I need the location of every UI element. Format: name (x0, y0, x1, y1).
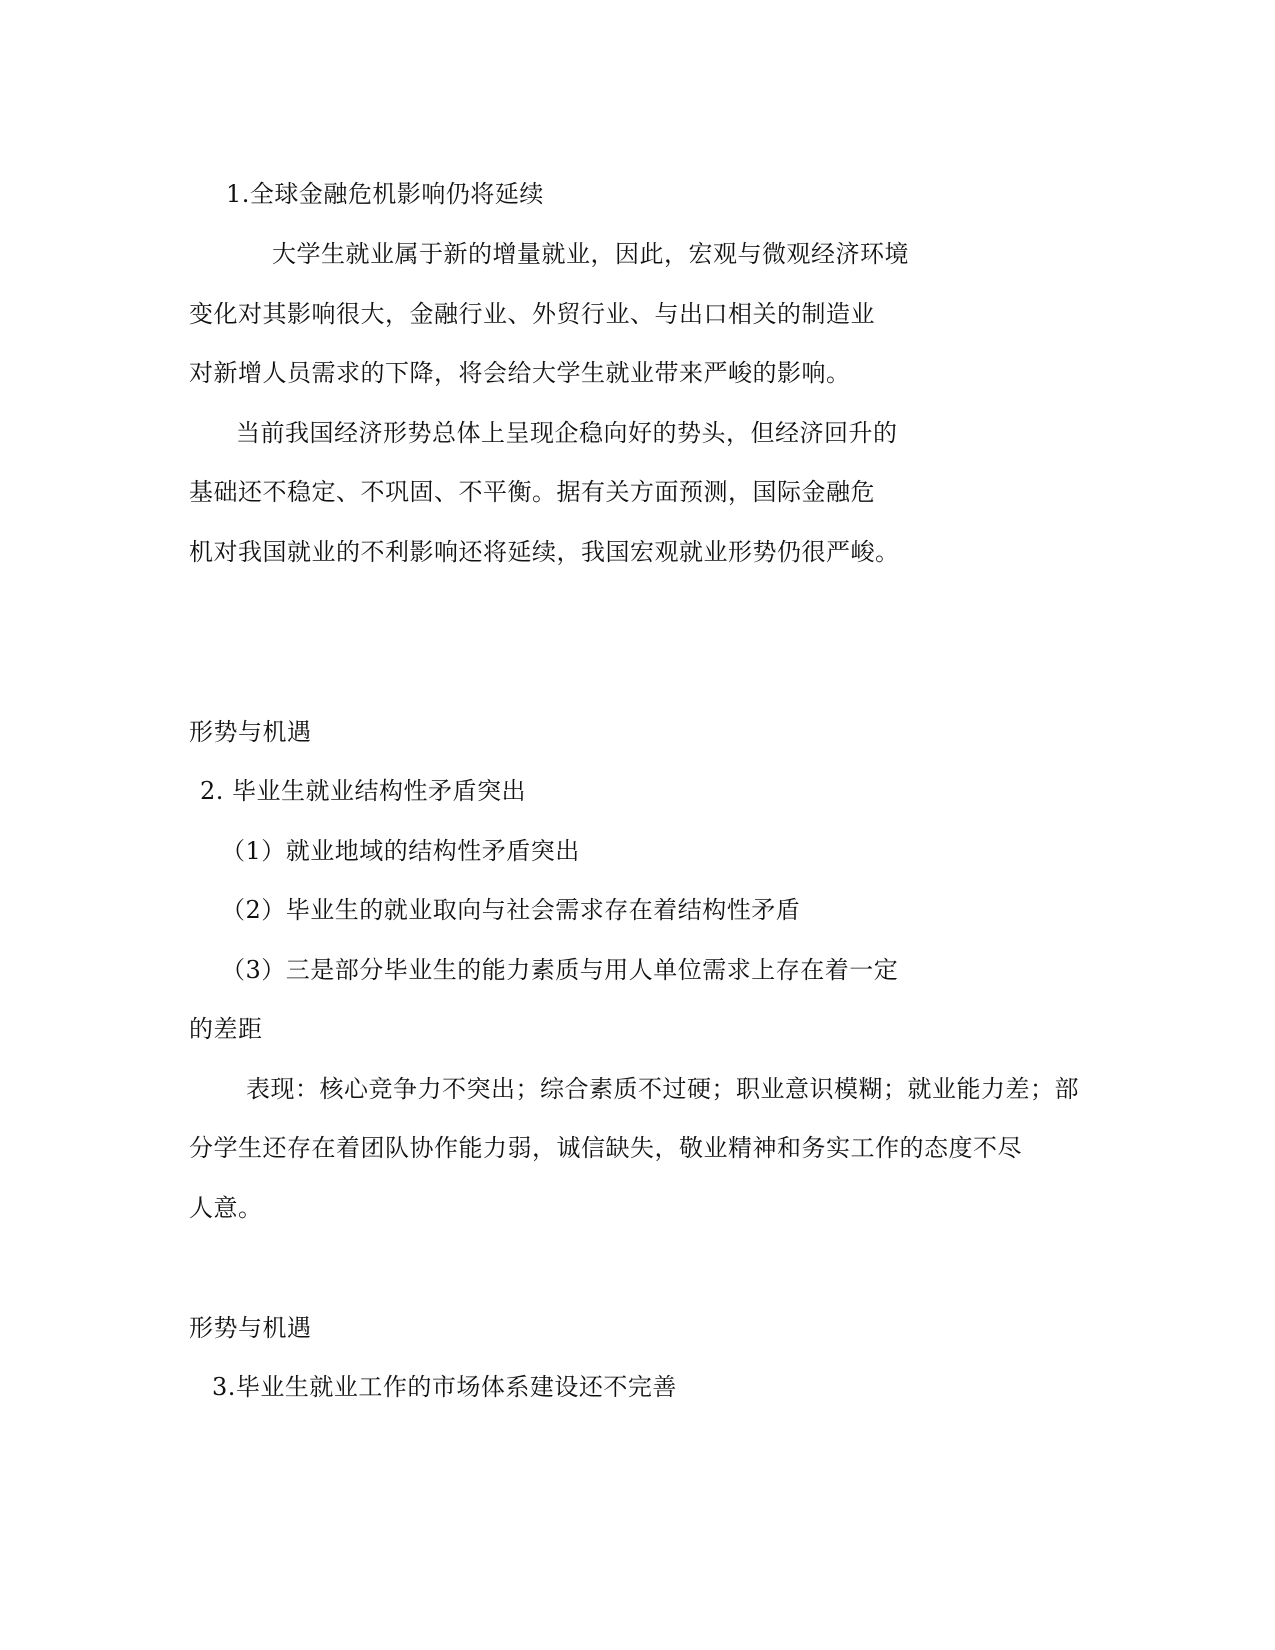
section-2-item-3: （3）三是部分毕业生的能力素质与用人单位需求上存在着一定 (221, 956, 899, 984)
section-1-para-2-line-3: 机对我国就业的不利影响还将延续，我国宏观就业形势仍很严峻。 (189, 538, 900, 566)
section-2-para-line-2: 分学生还存在着团队协作能力弱，诚信缺失，敬业精神和务实工作的态度不尽 (189, 1134, 1022, 1162)
section-1-para-1-line-1: 大学生就业属于新的增量就业，因此，宏观与微观经济环境 (272, 240, 909, 268)
section-2-para-line-3: 人意。 (189, 1194, 263, 1222)
section-1-heading: 1.全球金融危机影响仍将延续 (226, 180, 544, 208)
section-1-para-2-line-2: 基础还不稳定、不巩固、不平衡。据有关方面预测，国际金融危 (189, 478, 875, 506)
section-2-para-line-1: 表现：核心竞争力不突出；综合素质不过硬；职业意识模糊；就业能力差；部 (246, 1075, 1079, 1103)
section-1-para-2-line-1: 当前我国经济形势总体上呈现企稳向好的势头，但经济回升的 (236, 419, 898, 447)
section-3-heading: 3.毕业生就业工作的市场体系建设还不完善 (212, 1373, 677, 1401)
section-2-label: 形势与机遇 (189, 718, 312, 746)
section-3-label: 形势与机遇 (189, 1314, 312, 1342)
section-2-heading: 2. 毕业生就业结构性矛盾突出 (200, 777, 527, 805)
section-2-item-1: （1）就业地域的结构性矛盾突出 (221, 837, 580, 865)
section-1-para-1-line-2: 变化对其影响很大，金融行业、外贸行业、与出口相关的制造业 (189, 300, 875, 328)
section-2-item-3-cont: 的差距 (189, 1015, 263, 1043)
section-1-para-1-line-3: 对新增人员需求的下降，将会给大学生就业带来严峻的影响。 (189, 359, 851, 387)
section-2-item-2: （2）毕业生的就业取向与社会需求存在着结构性矛盾 (221, 896, 801, 924)
